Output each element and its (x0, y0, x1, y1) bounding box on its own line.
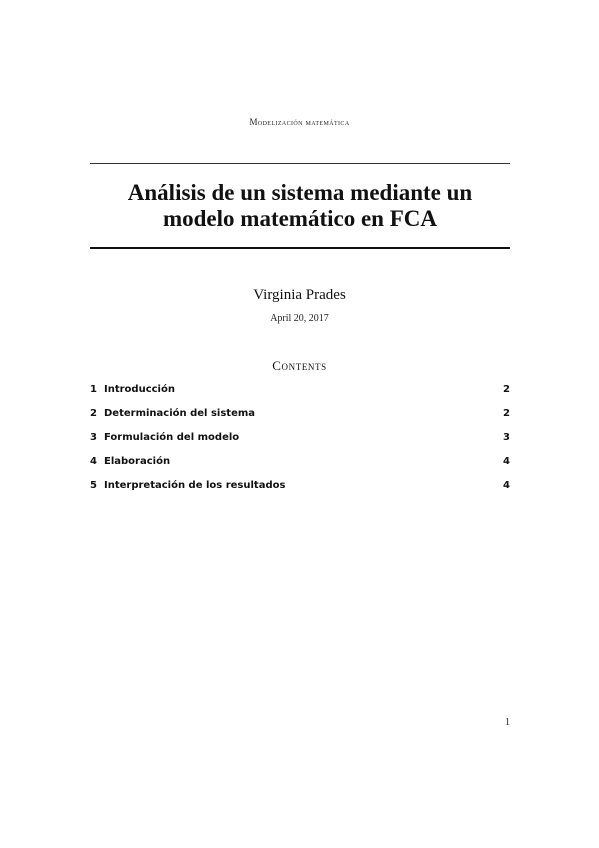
author-name: Virginia Prades (253, 287, 346, 303)
toc-entry-number: 5 (90, 480, 97, 491)
document-date: April 20, 2017 (270, 313, 329, 324)
running-header: Modelización matemática (249, 117, 350, 127)
toc-entry-number: 1 (90, 384, 97, 395)
toc-entry-introduccion[interactable] (90, 384, 510, 408)
toc-entry-label: Formulación del modelo (104, 432, 240, 443)
toc-entry-elaboracion[interactable] (90, 456, 510, 480)
document-title: Análisis de un sistema mediante un modelo matemático en FCA (127, 180, 473, 231)
toc-entry-page: 3 (503, 432, 510, 443)
title-bottom-rule (90, 247, 510, 249)
toc-entry-page: 4 (503, 480, 510, 491)
toc-entry-label: Introducción (104, 384, 175, 395)
toc-entry-page: 2 (503, 408, 510, 419)
toc-entry-formulacion[interactable] (90, 432, 510, 456)
table-of-contents (90, 384, 510, 504)
toc-entry-label: Elaboración (104, 456, 171, 467)
title-top-rule (90, 163, 510, 164)
toc-entry-label: Interpretación de los resultados (104, 480, 286, 491)
page-number: 1 (505, 717, 510, 728)
toc-entry-number: 4 (90, 456, 97, 467)
toc-entry-determinacion[interactable] (90, 408, 510, 432)
toc-heading: Contents (272, 358, 327, 373)
toc-entry-page: 2 (503, 384, 510, 395)
toc-entry-interpretacion[interactable] (90, 480, 510, 504)
toc-entry-number: 2 (90, 408, 97, 419)
toc-entry-number: 3 (90, 432, 97, 443)
toc-entry-page: 4 (503, 456, 510, 467)
toc-entry-label: Determinación del sistema (104, 408, 256, 419)
